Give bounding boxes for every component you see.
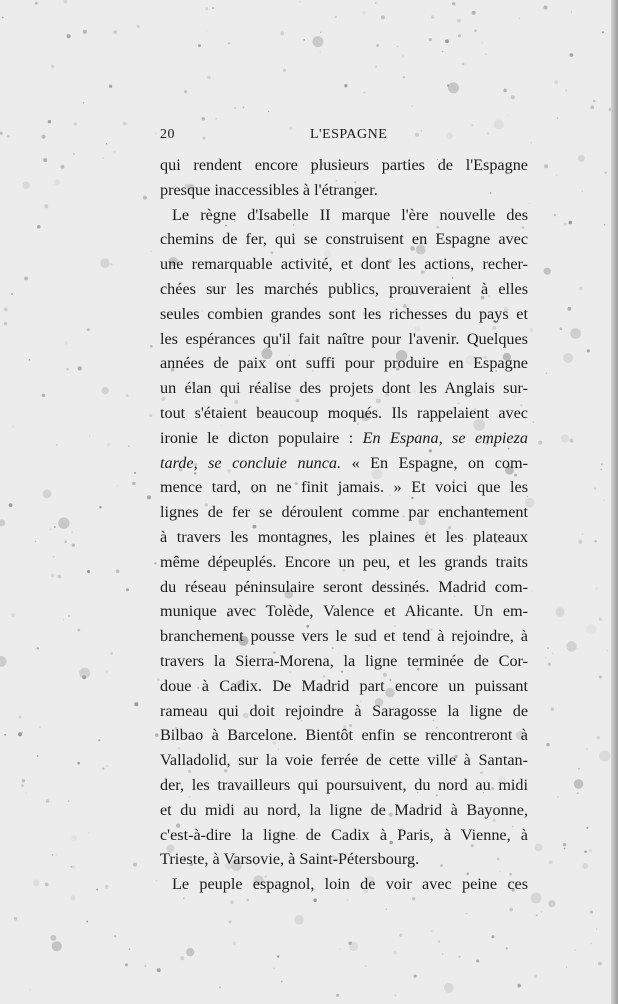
text-line: mence tard, on ne finit jamais. » Et voici que les xyxy=(160,478,528,497)
text-line: munique avec Tolède, Valence et Alicante. Un em- xyxy=(160,602,528,621)
text-line: Le règne d'Isabelle II marque l'ère nouvelle des xyxy=(172,205,528,224)
text-line: à travers les montagnes, les plaines et les plateaux xyxy=(160,527,528,546)
text-line: Bilbao à Barcelone. Bientôt enfin se rencontreront à xyxy=(160,726,528,745)
text-line: Valladolid, sur la voie ferrée de cette ville à Santan- xyxy=(160,751,528,770)
text-line: même dépeuplés. Encore un peu, et les grands traits xyxy=(160,552,528,571)
text-line: lignes de fer se déroulent comme par enchantement xyxy=(160,503,528,522)
text-line: une remarquable activité, et dont les actions, recher- xyxy=(160,255,528,274)
text-line: Le peuple espagnol, loin de voir avec peine ces xyxy=(172,875,528,894)
text-line: seules combien grandes sont les richesses du pays et xyxy=(160,304,528,323)
text-segment: ironie le dicton populaire : xyxy=(160,428,363,447)
text-line xyxy=(160,426,528,451)
text-line: chemins de fer, qui se construisent en Espagne avec xyxy=(160,230,528,249)
text-line xyxy=(160,451,528,476)
text-line: qui rendent encore plusieurs parties de l'Espagne xyxy=(160,156,528,174)
text-line: chées sur les marchés publics, prouveraient à elles xyxy=(160,279,528,298)
text-line: branchement pousse vers le sud et tend à rejoindre, à xyxy=(160,627,528,646)
text-line: presque inaccessibles à l'étranger. xyxy=(160,180,378,199)
text-line: der, les travailleurs qui poursuivent, du nord au midi xyxy=(160,775,528,794)
text-line: années de paix ont suffi pour produire en Espagne xyxy=(160,354,528,373)
text-line: Trieste, à Varsovie, à Saint-Pétersbourg. xyxy=(160,850,420,869)
text-line: un élan qui réalise des projets dont les Anglais sur- xyxy=(160,379,528,398)
text-line: tout s'étaient beaucoup moqués. Ils rappelaient avec xyxy=(160,403,528,422)
italic-quotation: En Espana, se empieza xyxy=(362,428,528,447)
text-line: et du midi au nord, la ligne de Madrid à Bayonne, xyxy=(160,800,528,819)
text-line: doue à Cadix. De Madrid part encore un puissant xyxy=(160,676,528,695)
page-number: 20 xyxy=(160,127,175,142)
body-text xyxy=(160,153,528,897)
text-line: les espérances qu'il fait naître pour l'avenir. Quelques xyxy=(160,329,528,348)
text-line: travers la Sierra-Morena, la ligne terminée de Cor- xyxy=(160,651,528,670)
text-line: rameau qui doit rejoindre à Saragosse la ligne de xyxy=(160,701,528,720)
running-title: L'ESPAGNE xyxy=(310,127,388,142)
running-head xyxy=(160,127,528,147)
text-line: du réseau péninsulaire seront dessinés. Madrid com- xyxy=(160,577,528,596)
text-segment: « En Espagne, on com- xyxy=(341,453,528,472)
text-line: c'est-à-dire la ligne de Cadix à Paris, à Vienne, à xyxy=(160,825,528,844)
italic-quotation: tarde, se concluie nunca. xyxy=(160,453,342,472)
